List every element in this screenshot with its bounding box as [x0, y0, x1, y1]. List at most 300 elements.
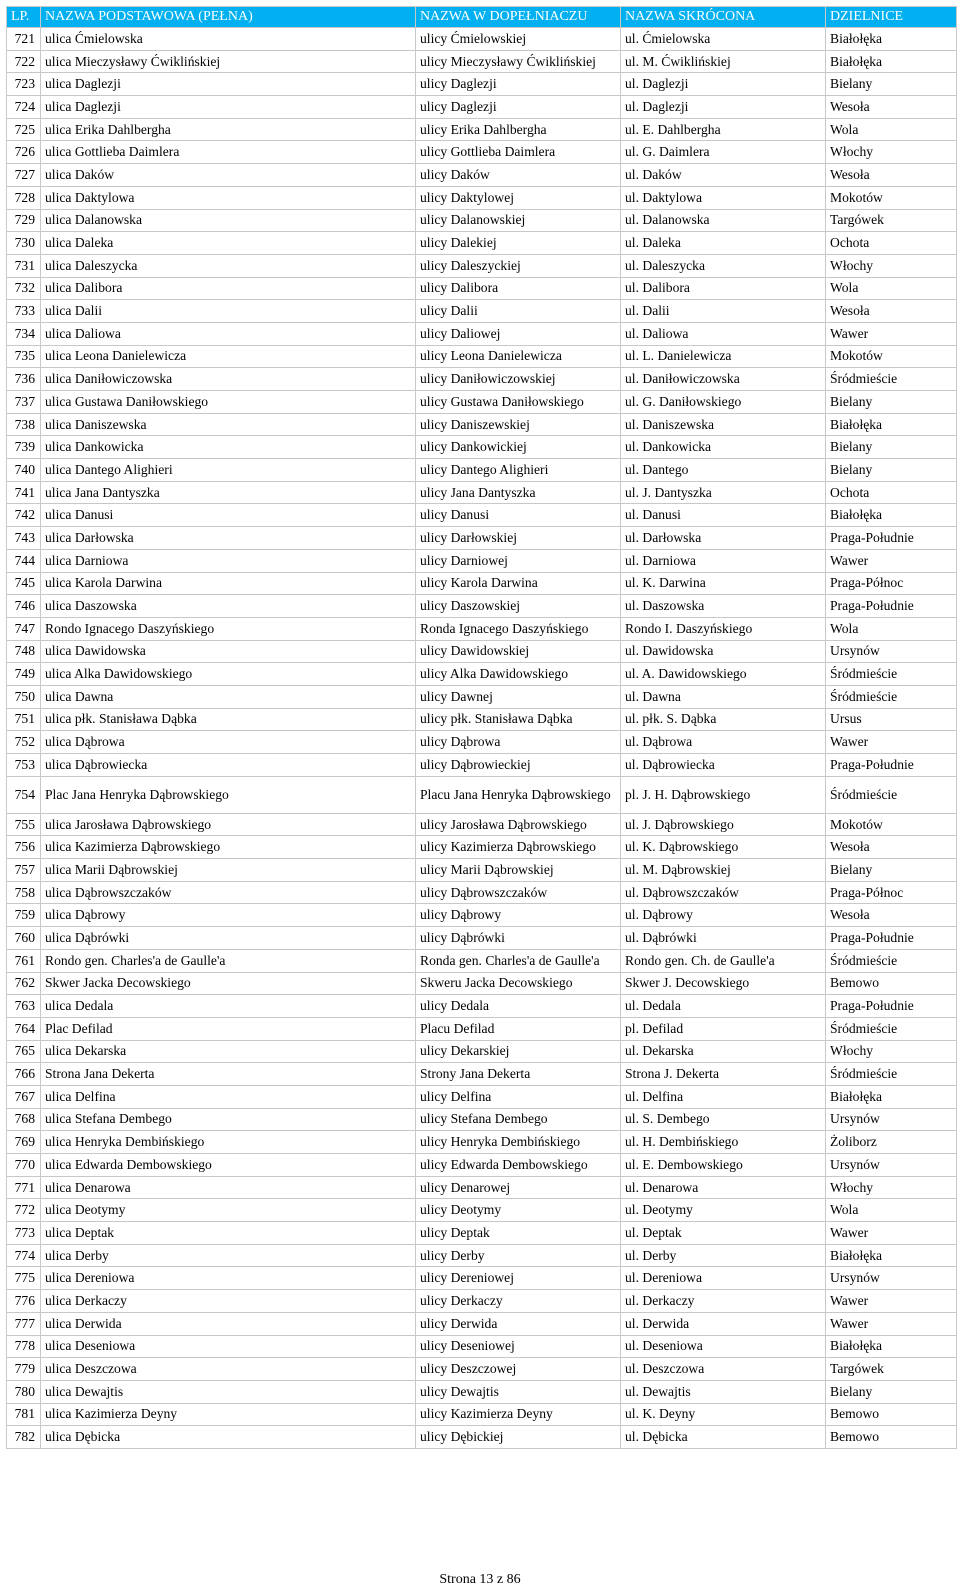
- row-number-cell: 778: [7, 1335, 41, 1358]
- district-cell: Praga-Południe: [826, 595, 957, 618]
- short-name-cell: ul. Dewajtis: [621, 1380, 826, 1403]
- row-number-cell: 768: [7, 1108, 41, 1131]
- table-row: [7, 186, 957, 209]
- genitive-name-cell: ulicy Dawnej: [416, 685, 621, 708]
- genitive-name-cell: ulicy Daktylowej: [416, 186, 621, 209]
- genitive-name-cell: ulicy Gottlieba Daimlera: [416, 141, 621, 164]
- row-number-cell: 761: [7, 949, 41, 972]
- row-number-cell: 740: [7, 459, 41, 482]
- full-name-cell: ulica Dawidowska: [41, 640, 416, 663]
- table-row: [7, 1222, 957, 1245]
- row-number-cell: 741: [7, 481, 41, 504]
- full-name-cell: ulica Daglezji: [41, 96, 416, 119]
- short-name-cell: Rondo I. Daszyńskiego: [621, 617, 826, 640]
- full-name-cell: ulica Deotymy: [41, 1199, 416, 1222]
- district-cell: Białołęka: [826, 1335, 957, 1358]
- short-name-cell: ul. L. Danielewicza: [621, 345, 826, 368]
- short-name-cell: ul. Dedala: [621, 995, 826, 1018]
- genitive-name-cell: ulicy Jarosława Dąbrowskiego: [416, 813, 621, 836]
- table-row: [7, 1199, 957, 1222]
- table-row: [7, 1063, 957, 1086]
- table-row: [7, 322, 957, 345]
- district-cell: Praga-Południe: [826, 995, 957, 1018]
- genitive-name-cell: ulicy Kazimierza Deyny: [416, 1403, 621, 1426]
- short-name-cell: Rondo gen. Ch. de Gaulle'a: [621, 949, 826, 972]
- district-cell: Wola: [826, 617, 957, 640]
- district-cell: Wesoła: [826, 904, 957, 927]
- full-name-cell: ulica Dewajtis: [41, 1380, 416, 1403]
- district-cell: Białołęka: [826, 1085, 957, 1108]
- district-cell: Żoliborz: [826, 1131, 957, 1154]
- district-cell: Śródmieście: [826, 368, 957, 391]
- short-name-cell: ul. Dąbrowy: [621, 904, 826, 927]
- district-cell: Wawer: [826, 549, 957, 572]
- row-number-cell: 771: [7, 1176, 41, 1199]
- row-number-cell: 736: [7, 368, 41, 391]
- full-name-cell: ulica Derkaczy: [41, 1290, 416, 1313]
- table-row: [7, 881, 957, 904]
- table-row: [7, 118, 957, 141]
- row-number-cell: 752: [7, 731, 41, 754]
- full-name-cell: ulica Denarowa: [41, 1176, 416, 1199]
- district-cell: Praga-Południe: [826, 927, 957, 950]
- full-name-cell: ulica Kazimierza Dąbrowskiego: [41, 836, 416, 859]
- short-name-cell: ul. Dąbrówki: [621, 927, 826, 950]
- full-name-cell: ulica Daleszycka: [41, 254, 416, 277]
- short-name-cell: ul. Daleszycka: [621, 254, 826, 277]
- short-name-cell: ul. Daniłowiczowska: [621, 368, 826, 391]
- district-cell: Białołęka: [826, 504, 957, 527]
- table-row: [7, 904, 957, 927]
- genitive-name-cell: ulicy Daglezji: [416, 73, 621, 96]
- genitive-name-cell: ulicy Dąbrowieckiej: [416, 754, 621, 777]
- full-name-cell: ulica Darłowska: [41, 527, 416, 550]
- full-name-cell: ulica Deptak: [41, 1222, 416, 1245]
- full-name-cell: ulica Karola Darwina: [41, 572, 416, 595]
- short-name-cell: ul. A. Dawidowskiego: [621, 663, 826, 686]
- genitive-name-cell: ulicy Delfina: [416, 1085, 621, 1108]
- short-name-cell: ul. Dalii: [621, 300, 826, 323]
- full-name-cell: ulica Dantego Alighieri: [41, 459, 416, 482]
- district-cell: Śródmieście: [826, 1063, 957, 1086]
- district-cell: Wawer: [826, 322, 957, 345]
- genitive-name-cell: ulicy Danusi: [416, 504, 621, 527]
- full-name-cell: ulica Daniłowiczowska: [41, 368, 416, 391]
- row-number-cell: 772: [7, 1199, 41, 1222]
- table-row: [7, 927, 957, 950]
- table-row: [7, 300, 957, 323]
- table-row: [7, 527, 957, 550]
- district-cell: Wawer: [826, 731, 957, 754]
- district-cell: Ursynów: [826, 1108, 957, 1131]
- genitive-name-cell: ulicy Daniłowiczowskiej: [416, 368, 621, 391]
- district-cell: Bielany: [826, 391, 957, 414]
- district-cell: Śródmieście: [826, 776, 957, 813]
- genitive-name-cell: Ronda gen. Charles'a de Gaulle'a: [416, 949, 621, 972]
- table-row: [7, 754, 957, 777]
- district-cell: Białołęka: [826, 413, 957, 436]
- full-name-cell: ulica Dankowicka: [41, 436, 416, 459]
- genitive-name-cell: ulicy Gustawa Daniłowskiego: [416, 391, 621, 414]
- short-name-cell: ul. Dawna: [621, 685, 826, 708]
- table-row: [7, 141, 957, 164]
- district-cell: Białołęka: [826, 1244, 957, 1267]
- full-name-cell: ulica Dekarska: [41, 1040, 416, 1063]
- full-name-cell: ulica Dąbrowy: [41, 904, 416, 927]
- row-number-cell: 751: [7, 708, 41, 731]
- genitive-name-cell: ulicy Dąbrówki: [416, 927, 621, 950]
- table-row: [7, 813, 957, 836]
- full-name-cell: ulica Deseniowa: [41, 1335, 416, 1358]
- genitive-name-cell: ulicy Erika Dahlbergha: [416, 118, 621, 141]
- full-name-cell: ulica Deszczowa: [41, 1358, 416, 1381]
- full-name-cell: ulica Dawna: [41, 685, 416, 708]
- genitive-name-cell: ulicy Derby: [416, 1244, 621, 1267]
- row-number-cell: 762: [7, 972, 41, 995]
- full-name-cell: ulica Erika Dahlbergha: [41, 118, 416, 141]
- district-cell: Bielany: [826, 1380, 957, 1403]
- full-name-cell: ulica Daszowska: [41, 595, 416, 618]
- table-row: [7, 859, 957, 882]
- full-name-cell: ulica Dedala: [41, 995, 416, 1018]
- row-number-cell: 770: [7, 1154, 41, 1177]
- genitive-name-cell: ulicy Karola Darwina: [416, 572, 621, 595]
- district-cell: Włochy: [826, 1040, 957, 1063]
- full-name-cell: ulica Dalanowska: [41, 209, 416, 232]
- genitive-name-cell: ulicy Dedala: [416, 995, 621, 1018]
- short-name-cell: ul. M. Ćwiklińskiej: [621, 50, 826, 73]
- genitive-name-cell: ulicy Mieczysławy Ćwiklińskiej: [416, 50, 621, 73]
- table-header: [7, 7, 957, 28]
- short-name-cell: ul. Deptak: [621, 1222, 826, 1245]
- full-name-cell: ulica Darniowa: [41, 549, 416, 572]
- full-name-cell: ulica Gustawa Daniłowskiego: [41, 391, 416, 414]
- district-cell: Białołęka: [826, 50, 957, 73]
- genitive-name-cell: ulicy Daniszewskiej: [416, 413, 621, 436]
- genitive-name-cell: ulicy Dankowickiej: [416, 436, 621, 459]
- full-name-cell: ulica Daniszewska: [41, 413, 416, 436]
- table-row: [7, 549, 957, 572]
- table-row: [7, 1176, 957, 1199]
- table-row: [7, 663, 957, 686]
- row-number-cell: 721: [7, 28, 41, 51]
- table-row: [7, 776, 957, 813]
- row-number-cell: 745: [7, 572, 41, 595]
- row-number-cell: 776: [7, 1290, 41, 1313]
- full-name-cell: ulica Edwarda Dembowskiego: [41, 1154, 416, 1177]
- row-number-cell: 773: [7, 1222, 41, 1245]
- short-name-cell: ul. J. Dąbrowskiego: [621, 813, 826, 836]
- short-name-cell: ul. Derkaczy: [621, 1290, 826, 1313]
- short-name-cell: ul. K. Darwina: [621, 572, 826, 595]
- genitive-name-cell: ulicy Stefana Dembego: [416, 1108, 621, 1131]
- genitive-name-cell: ulicy Dąbrowy: [416, 904, 621, 927]
- district-cell: Wesoła: [826, 96, 957, 119]
- row-number-cell: 737: [7, 391, 41, 414]
- district-cell: Wesoła: [826, 300, 957, 323]
- district-cell: Praga-Północ: [826, 881, 957, 904]
- district-cell: Ochota: [826, 481, 957, 504]
- row-number-cell: 742: [7, 504, 41, 527]
- short-name-cell: ul. Daszowska: [621, 595, 826, 618]
- short-name-cell: pl. Defilad: [621, 1017, 826, 1040]
- table-row: [7, 96, 957, 119]
- district-cell: Śródmieście: [826, 663, 957, 686]
- row-number-cell: 763: [7, 995, 41, 1018]
- row-number-cell: 777: [7, 1312, 41, 1335]
- full-name-cell: ulica Daleka: [41, 232, 416, 255]
- short-name-cell: ul. Denarowa: [621, 1176, 826, 1199]
- column-header-district: DZIELNICE: [826, 7, 957, 28]
- district-cell: Śródmieście: [826, 1017, 957, 1040]
- row-number-cell: 725: [7, 118, 41, 141]
- genitive-name-cell: ulicy Leona Danielewicza: [416, 345, 621, 368]
- genitive-name-cell: ulicy Daliowej: [416, 322, 621, 345]
- full-name-cell: ulica Dąbrówki: [41, 927, 416, 950]
- full-name-cell: ulica płk. Stanisława Dąbka: [41, 708, 416, 731]
- full-name-cell: ulica Daliowa: [41, 322, 416, 345]
- row-number-cell: 781: [7, 1403, 41, 1426]
- short-name-cell: ul. Derwida: [621, 1312, 826, 1335]
- short-name-cell: ul. H. Dembińskiego: [621, 1131, 826, 1154]
- short-name-cell: Strona J. Dekerta: [621, 1063, 826, 1086]
- genitive-name-cell: Placu Jana Henryka Dąbrowskiego: [416, 776, 621, 813]
- genitive-name-cell: ulicy Darniowej: [416, 549, 621, 572]
- table-row: [7, 1403, 957, 1426]
- row-number-cell: 757: [7, 859, 41, 882]
- full-name-cell: ulica Kazimierza Deyny: [41, 1403, 416, 1426]
- full-name-cell: ulica Dereniowa: [41, 1267, 416, 1290]
- row-number-cell: 738: [7, 413, 41, 436]
- short-name-cell: ul. Ćmielowska: [621, 28, 826, 51]
- table-row: [7, 232, 957, 255]
- genitive-name-cell: ulicy Henryka Dembińskiego: [416, 1131, 621, 1154]
- row-number-cell: 746: [7, 595, 41, 618]
- table-row: [7, 836, 957, 859]
- short-name-cell: ul. płk. S. Dąbka: [621, 708, 826, 731]
- genitive-name-cell: ulicy Deseniowej: [416, 1335, 621, 1358]
- district-cell: Włochy: [826, 1176, 957, 1199]
- district-cell: Mokotów: [826, 813, 957, 836]
- table-row: [7, 1358, 957, 1381]
- full-name-cell: Strona Jana Dekerta: [41, 1063, 416, 1086]
- table-row: [7, 1244, 957, 1267]
- row-number-cell: 748: [7, 640, 41, 663]
- full-name-cell: ulica Leona Danielewicza: [41, 345, 416, 368]
- genitive-name-cell: ulicy Dalekiej: [416, 232, 621, 255]
- row-number-cell: 754: [7, 776, 41, 813]
- header-row: [7, 7, 957, 28]
- genitive-name-cell: ulicy Dewajtis: [416, 1380, 621, 1403]
- row-number-cell: 724: [7, 96, 41, 119]
- table-row: [7, 209, 957, 232]
- table-row: [7, 1040, 957, 1063]
- district-cell: Wesoła: [826, 836, 957, 859]
- genitive-name-cell: ulicy Jana Dantyszka: [416, 481, 621, 504]
- district-cell: Włochy: [826, 141, 957, 164]
- short-name-cell: ul. Daków: [621, 164, 826, 187]
- short-name-cell: ul. Danusi: [621, 504, 826, 527]
- row-number-cell: 767: [7, 1085, 41, 1108]
- row-number-cell: 749: [7, 663, 41, 686]
- row-number-cell: 739: [7, 436, 41, 459]
- short-name-cell: ul. Deseniowa: [621, 1335, 826, 1358]
- row-number-cell: 747: [7, 617, 41, 640]
- genitive-name-cell: ulicy Deptak: [416, 1222, 621, 1245]
- column-header-lp: LP.: [7, 7, 41, 28]
- district-cell: Mokotów: [826, 345, 957, 368]
- row-number-cell: 750: [7, 685, 41, 708]
- row-number-cell: 728: [7, 186, 41, 209]
- district-cell: Wawer: [826, 1290, 957, 1313]
- table-row: [7, 995, 957, 1018]
- row-number-cell: 782: [7, 1426, 41, 1449]
- short-name-cell: ul. Dalibora: [621, 277, 826, 300]
- full-name-cell: ulica Daglezji: [41, 73, 416, 96]
- district-cell: Bielany: [826, 459, 957, 482]
- short-name-cell: pl. J. H. Dąbrowskiego: [621, 776, 826, 813]
- row-number-cell: 734: [7, 322, 41, 345]
- genitive-name-cell: ulicy Darłowskiej: [416, 527, 621, 550]
- short-name-cell: ul. Daglezji: [621, 96, 826, 119]
- page-footer: [0, 1572, 960, 1588]
- table-row: [7, 972, 957, 995]
- table-row: [7, 708, 957, 731]
- table-row: [7, 28, 957, 51]
- column-header-full-name: NAZWA PODSTAWOWA (PEŁNA): [41, 7, 416, 28]
- short-name-cell: ul. Delfina: [621, 1085, 826, 1108]
- row-number-cell: 759: [7, 904, 41, 927]
- table-row: [7, 504, 957, 527]
- district-cell: Praga-Południe: [826, 754, 957, 777]
- table-row: [7, 685, 957, 708]
- genitive-name-cell: ulicy Kazimierza Dąbrowskiego: [416, 836, 621, 859]
- column-header-short-name: NAZWA SKRÓCONA: [621, 7, 826, 28]
- row-number-cell: 735: [7, 345, 41, 368]
- district-cell: Ursynów: [826, 1267, 957, 1290]
- district-cell: Wola: [826, 1199, 957, 1222]
- row-number-cell: 756: [7, 836, 41, 859]
- row-number-cell: 729: [7, 209, 41, 232]
- table-row: [7, 164, 957, 187]
- district-cell: Śródmieście: [826, 685, 957, 708]
- full-name-cell: ulica Danusi: [41, 504, 416, 527]
- table-row: [7, 254, 957, 277]
- full-name-cell: ulica Daktylowa: [41, 186, 416, 209]
- district-cell: Bielany: [826, 73, 957, 96]
- row-number-cell: 764: [7, 1017, 41, 1040]
- full-name-cell: ulica Marii Dąbrowskiej: [41, 859, 416, 882]
- full-name-cell: ulica Dąbrowszczaków: [41, 881, 416, 904]
- row-number-cell: 733: [7, 300, 41, 323]
- table-row: [7, 1154, 957, 1177]
- genitive-name-cell: ulicy płk. Stanisława Dąbka: [416, 708, 621, 731]
- district-cell: Bielany: [826, 859, 957, 882]
- district-cell: Wesoła: [826, 164, 957, 187]
- table-row: [7, 1426, 957, 1449]
- table-row: [7, 949, 957, 972]
- full-name-cell: Plac Defilad: [41, 1017, 416, 1040]
- row-number-cell: 726: [7, 141, 41, 164]
- row-number-cell: 758: [7, 881, 41, 904]
- short-name-cell: ul. E. Dahlbergha: [621, 118, 826, 141]
- genitive-name-cell: ulicy Daków: [416, 164, 621, 187]
- full-name-cell: Rondo gen. Charles'a de Gaulle'a: [41, 949, 416, 972]
- short-name-cell: ul. Daleka: [621, 232, 826, 255]
- row-number-cell: 765: [7, 1040, 41, 1063]
- short-name-cell: ul. M. Dąbrowskiej: [621, 859, 826, 882]
- short-name-cell: ul. Dereniowa: [621, 1267, 826, 1290]
- row-number-cell: 755: [7, 813, 41, 836]
- table-row: [7, 1335, 957, 1358]
- row-number-cell: 723: [7, 73, 41, 96]
- genitive-name-cell: Skweru Jacka Decowskiego: [416, 972, 621, 995]
- short-name-cell: ul. Dekarska: [621, 1040, 826, 1063]
- table-row: [7, 1380, 957, 1403]
- table-row: [7, 368, 957, 391]
- genitive-name-cell: ulicy Daleszyckiej: [416, 254, 621, 277]
- short-name-cell: ul. Dąbrowszczaków: [621, 881, 826, 904]
- short-name-cell: ul. G. Daniłowskiego: [621, 391, 826, 414]
- short-name-cell: ul. E. Dembowskiego: [621, 1154, 826, 1177]
- row-number-cell: 743: [7, 527, 41, 550]
- genitive-name-cell: ulicy Daglezji: [416, 96, 621, 119]
- short-name-cell: ul. Derby: [621, 1244, 826, 1267]
- table-row: [7, 617, 957, 640]
- row-number-cell: 775: [7, 1267, 41, 1290]
- table-body: [7, 28, 957, 1449]
- genitive-name-cell: ulicy Dębickiej: [416, 1426, 621, 1449]
- short-name-cell: ul. Dąbrowa: [621, 731, 826, 754]
- full-name-cell: ulica Jana Dantyszka: [41, 481, 416, 504]
- column-header-genitive-name: NAZWA W DOPEŁNIACZU: [416, 7, 621, 28]
- genitive-name-cell: ulicy Ćmielowskiej: [416, 28, 621, 51]
- short-name-cell: ul. Daliowa: [621, 322, 826, 345]
- short-name-cell: ul. Dąbrowiecka: [621, 754, 826, 777]
- genitive-name-cell: ulicy Daszowskiej: [416, 595, 621, 618]
- row-number-cell: 753: [7, 754, 41, 777]
- streets-table: [6, 6, 957, 1449]
- row-number-cell: 730: [7, 232, 41, 255]
- table-row: [7, 459, 957, 482]
- genitive-name-cell: ulicy Dawidowskiej: [416, 640, 621, 663]
- district-cell: Praga-Południe: [826, 527, 957, 550]
- full-name-cell: ulica Henryka Dembińskiego: [41, 1131, 416, 1154]
- district-cell: Ursus: [826, 708, 957, 731]
- district-cell: Targówek: [826, 209, 957, 232]
- short-name-cell: ul. Dębicka: [621, 1426, 826, 1449]
- district-cell: Bemowo: [826, 1403, 957, 1426]
- full-name-cell: ulica Derby: [41, 1244, 416, 1267]
- table-row: [7, 1085, 957, 1108]
- table-row: [7, 572, 957, 595]
- table-row: [7, 1017, 957, 1040]
- genitive-name-cell: ulicy Dalanowskiej: [416, 209, 621, 232]
- genitive-name-cell: Placu Defilad: [416, 1017, 621, 1040]
- short-name-cell: Skwer J. Decowskiego: [621, 972, 826, 995]
- full-name-cell: Rondo Ignacego Daszyńskiego: [41, 617, 416, 640]
- full-name-cell: ulica Dalii: [41, 300, 416, 323]
- full-name-cell: Skwer Jacka Decowskiego: [41, 972, 416, 995]
- district-cell: Bielany: [826, 436, 957, 459]
- table-row: [7, 345, 957, 368]
- genitive-name-cell: ulicy Derwida: [416, 1312, 621, 1335]
- full-name-cell: ulica Delfina: [41, 1085, 416, 1108]
- row-number-cell: 732: [7, 277, 41, 300]
- genitive-name-cell: ulicy Deszczowej: [416, 1358, 621, 1381]
- full-name-cell: ulica Derwida: [41, 1312, 416, 1335]
- full-name-cell: ulica Dąbrowa: [41, 731, 416, 754]
